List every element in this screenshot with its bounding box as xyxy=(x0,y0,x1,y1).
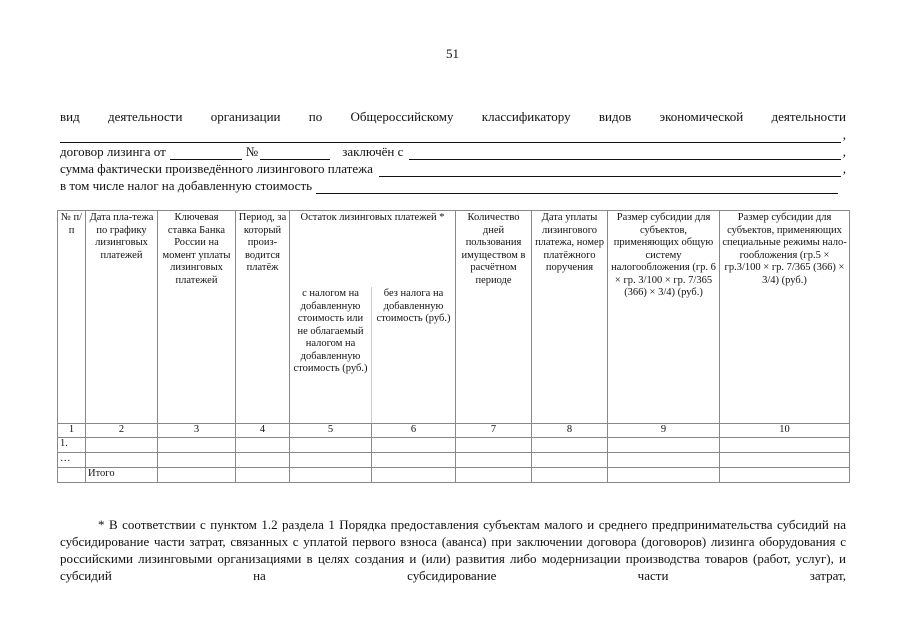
contract-end: , xyxy=(842,144,846,159)
row-cell[interactable] xyxy=(158,452,236,467)
column-number: 10 xyxy=(720,424,850,438)
vat-blank[interactable] xyxy=(316,181,838,194)
activity-word: классификатору xyxy=(481,109,571,124)
activity-word: вид xyxy=(60,109,80,124)
activity-word: деятельности xyxy=(771,109,846,124)
header-payment-order: Дата уплаты лизингового платежа, номер платёжного поручения xyxy=(532,211,608,424)
header-payment-date: Дата пла-тежа по графику лизинговых платежей xyxy=(86,211,158,424)
contract-date-blank[interactable] xyxy=(170,147,242,160)
activity-word: деятельности xyxy=(108,109,183,124)
footnote xyxy=(60,516,846,584)
footnote-text: * В соответствии с пунктом 1.2 раздела 1 Порядка предоставления субъектам малого и среднего предпринимательства субсидий на субсидирование части затрат, связанных с уплатой первого взноса (аванса) при заключении договора (договоров) лизинга оборудования с российскими лизинговыми организациями в целях создания и (или) развития либо модернизации производства товаров (работ, услуг), и субсидий на субсидирование части затрат, xyxy=(60,517,846,583)
column-number: 9 xyxy=(608,424,720,438)
activity-word: организации xyxy=(210,109,281,124)
row-cell[interactable] xyxy=(372,467,456,482)
row-number: … xyxy=(58,452,86,467)
column-number: 3 xyxy=(158,424,236,438)
header-key-rate: Ключевая ставка Банка России на момент уплаты лизинговых платежей xyxy=(158,211,236,424)
row-cell[interactable] xyxy=(720,452,850,467)
row-cell[interactable] xyxy=(456,437,532,452)
vat-line xyxy=(60,178,846,194)
table-row xyxy=(58,437,850,452)
column-number: 4 xyxy=(236,424,290,438)
total-label: Итого xyxy=(86,467,158,482)
total-row xyxy=(58,467,850,482)
payment-end: , xyxy=(842,161,846,176)
header-remaining-payments: Остаток лизинговых платежей * xyxy=(290,211,456,288)
header-days: Количество дней пользования имуществом в расчётном периоде xyxy=(456,211,532,424)
header-num: № п/п xyxy=(58,211,86,424)
activity-word: по xyxy=(308,109,323,124)
payment-label: сумма фактически произведённого лизингового платежа xyxy=(60,161,373,176)
header-period: Период, за который произ-водится платёж xyxy=(236,211,290,424)
row-cell[interactable] xyxy=(86,437,158,452)
column-number: 7 xyxy=(456,424,532,438)
row-cell[interactable] xyxy=(86,452,158,467)
row-cell[interactable] xyxy=(158,437,236,452)
row-cell[interactable] xyxy=(236,437,290,452)
header-remaining-with-vat: с налогом на добавленную стоимость или не облагаемый налогом на добавленную стоимость (руб.) xyxy=(290,287,372,424)
row-cell[interactable] xyxy=(290,467,372,482)
column-number: 6 xyxy=(372,424,456,438)
row-number xyxy=(58,467,86,482)
row-cell[interactable] xyxy=(158,467,236,482)
contract-line xyxy=(60,144,846,160)
activity-word: видов xyxy=(598,109,632,124)
activity-blank-line xyxy=(60,127,846,143)
activity-line xyxy=(60,109,846,125)
header-subsidy-general: Размер субсидии для субъектов, применяющих общую систему налогообложения (гр. 6 × гр. 3/100 × гр. 7/365 (366) × 3/4) (руб.) xyxy=(608,211,720,424)
row-cell[interactable] xyxy=(236,452,290,467)
table-row xyxy=(58,452,850,467)
row-cell[interactable] xyxy=(290,437,372,452)
contract-concluded: заключён с xyxy=(342,144,404,159)
contract-number-blank[interactable] xyxy=(260,147,330,160)
row-cell[interactable] xyxy=(532,452,608,467)
leasing-table xyxy=(57,210,850,483)
payment-blank[interactable] xyxy=(379,164,841,177)
row-cell[interactable] xyxy=(290,452,372,467)
activity-end: , xyxy=(842,127,846,142)
vat-label: в том числе налог на добавленную стоимость xyxy=(60,178,313,193)
column-number: 8 xyxy=(532,424,608,438)
column-numbers-row xyxy=(58,424,850,438)
column-number: 2 xyxy=(86,424,158,438)
row-cell[interactable] xyxy=(608,467,720,482)
header-remaining-without-vat: без налога на добавленную стоимость (руб.) xyxy=(372,287,456,424)
row-cell[interactable] xyxy=(456,452,532,467)
contract-prefix: договор лизинга от xyxy=(60,144,166,159)
payment-line xyxy=(60,161,846,177)
row-cell[interactable] xyxy=(372,452,456,467)
header-subsidy-special: Размер субсидии для субъектов, применяющих специальные режимы нало-гообложения (гр.5 × гр.3/100 × гр. 7/365 (366) × 3/4) (руб.) xyxy=(720,211,850,424)
page-number: 51 xyxy=(446,46,459,61)
row-cell[interactable] xyxy=(236,467,290,482)
row-cell[interactable] xyxy=(720,467,850,482)
activity-word: экономической xyxy=(659,109,744,124)
activity-blank[interactable] xyxy=(60,130,841,143)
lessor-blank[interactable] xyxy=(409,147,840,160)
row-cell[interactable] xyxy=(532,467,608,482)
column-number: 1 xyxy=(58,424,86,438)
contract-number-sign: № xyxy=(245,144,259,159)
row-cell[interactable] xyxy=(532,437,608,452)
row-cell[interactable] xyxy=(456,467,532,482)
row-cell[interactable] xyxy=(608,452,720,467)
column-number: 5 xyxy=(290,424,372,438)
row-cell[interactable] xyxy=(720,437,850,452)
row-number: 1. xyxy=(58,437,86,452)
row-cell[interactable] xyxy=(608,437,720,452)
activity-word: Общероссийскому xyxy=(350,109,454,124)
row-cell[interactable] xyxy=(372,437,456,452)
